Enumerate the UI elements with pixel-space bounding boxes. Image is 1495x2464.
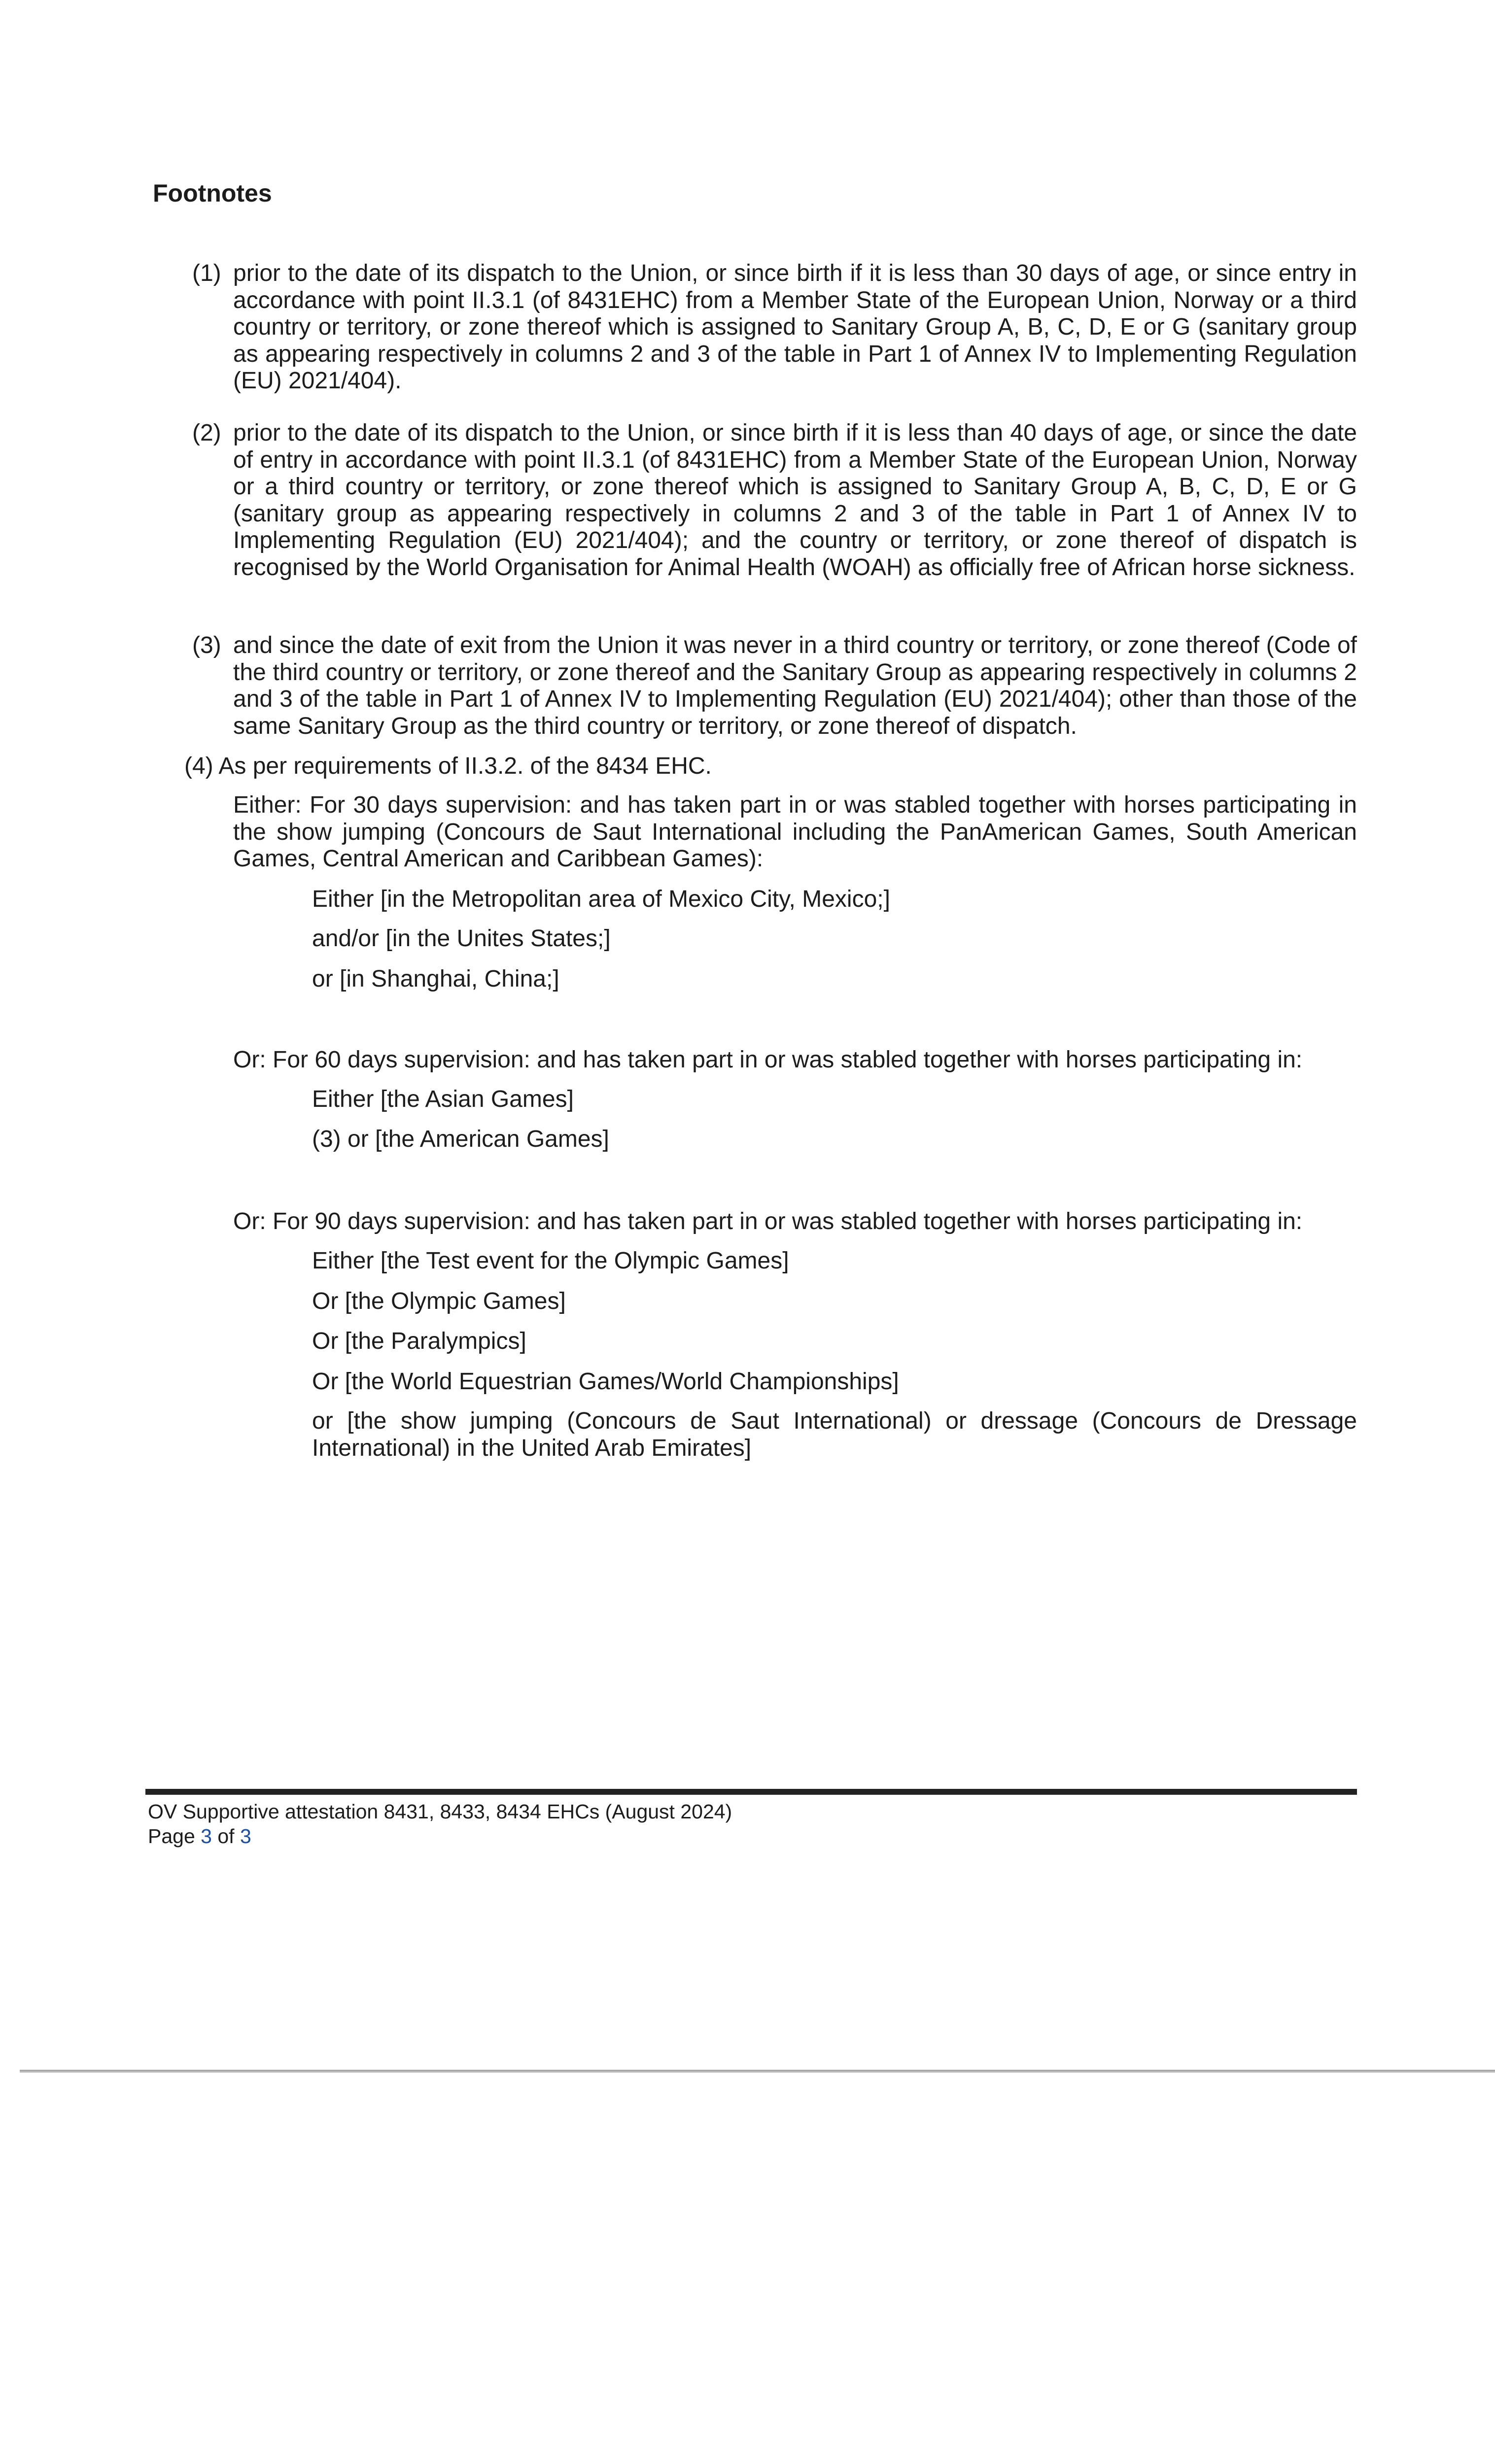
supervision-90-days-intro: Or: For 90 days supervision: and has taken part in or was stabled together with horses participating in:: [233, 1208, 1303, 1234]
page-prefix: Page: [148, 1825, 201, 1848]
supervision-90-days-option: Either [the Test event for the Olympic Games]: [312, 1248, 789, 1274]
footer-title: OV Supportive attestation 8431, 8433, 8434 EHCs (August 2024): [148, 1800, 732, 1823]
footnote-4-intro: (4) As per requirements of II.3.2. of the 8434 EHC.: [184, 753, 712, 779]
footer-divider: [145, 1789, 1357, 1795]
supervision-60-days-intro: Or: For 60 days supervision: and has taken part in or was stabled together with horses participating in:: [233, 1047, 1303, 1073]
scan-page-edge: [20, 2070, 1495, 2073]
supervision-90-days-option: Or [the Olympic Games]: [312, 1288, 566, 1314]
supervision-30-days-option: Either [in the Metropolitan area of Mexico City, Mexico;]: [312, 886, 890, 912]
page-number: [148, 1824, 251, 1848]
supervision-60-days-option: Either [the Asian Games]: [312, 1086, 574, 1112]
page-separator: of: [211, 1825, 240, 1848]
footnote-number: (1): [192, 260, 221, 286]
supervision-30-days-option: and/or [in the Unites States;]: [312, 925, 611, 952]
footnote-number: (2): [192, 420, 221, 446]
page-heading: Footnotes: [153, 179, 272, 207]
footnote-text: prior to the date of its dispatch to the Union, or since birth if it is less than 30 days of age, or since entry in accordance with point II.3.1 (of 8431EHC) from a Member State of the European Union, Norway or a third country or territory, or zone thereof which is assigned to Sanitary Group A, B, C, D, E or G (sanitary group as appearing respectively in columns 2 and 3 of the table in Part 1 of Annex IV to Implementing Regulation (EU) 2021/404).: [233, 260, 1357, 394]
supervision-90-days-option: Or [the Paralympics]: [312, 1328, 526, 1354]
supervision-90-days-option: or [the show jumping (Concours de Saut International) or dressage (Concours de Dressage International) in the United Arab Emirates]: [312, 1408, 1357, 1461]
supervision-90-days-option: Or [the World Equestrian Games/World Championships]: [312, 1369, 899, 1395]
supervision-30-days-option: or [in Shanghai, China;]: [312, 966, 559, 992]
supervision-60-days-option: (3) or [the American Games]: [312, 1126, 609, 1152]
footnote-text: and since the date of exit from the Union it was never in a third country or territory, or zone thereof (Code of the third country or territory, or zone thereof and the Sanitary Group as appearing respectively in columns 2 and 3 of the table in Part 1 of Annex IV to Implementing Regulation (EU) 2021/404); other than those of the same Sanitary Group as the third country or territory, or zone thereof of dispatch.: [233, 632, 1357, 739]
footnote-text: prior to the date of its dispatch to the Union, or since birth if it is less than 40 days of age, or since the date of entry in accordance with point II.3.1 (of 8431EHC) from a Member State of the European Union, Norway or a third country or territory, or zone thereof which is assigned to Sanitary Group A, B, C, D, E or G (sanitary group as appearing respectively in columns 2 and 3 of the table in Part 1 of Annex IV to Implementing Regulation (EU) 2021/404); and the country or territory, or zone thereof of dispatch is recognised by the World Organisation for Animal Health (WOAH) as officially free of African horse sickness.: [233, 420, 1357, 581]
supervision-30-days-intro: Either: For 30 days supervision: and has taken part in or was stabled together with horses participating in the show jumping (Concours de Saut International including the PanAmerican Games, South American Games, Central American and Caribbean Games):: [233, 792, 1357, 872]
footnote-number: (3): [192, 632, 221, 658]
current-page-field: 3: [201, 1825, 212, 1848]
total-pages-field: 3: [240, 1825, 251, 1848]
